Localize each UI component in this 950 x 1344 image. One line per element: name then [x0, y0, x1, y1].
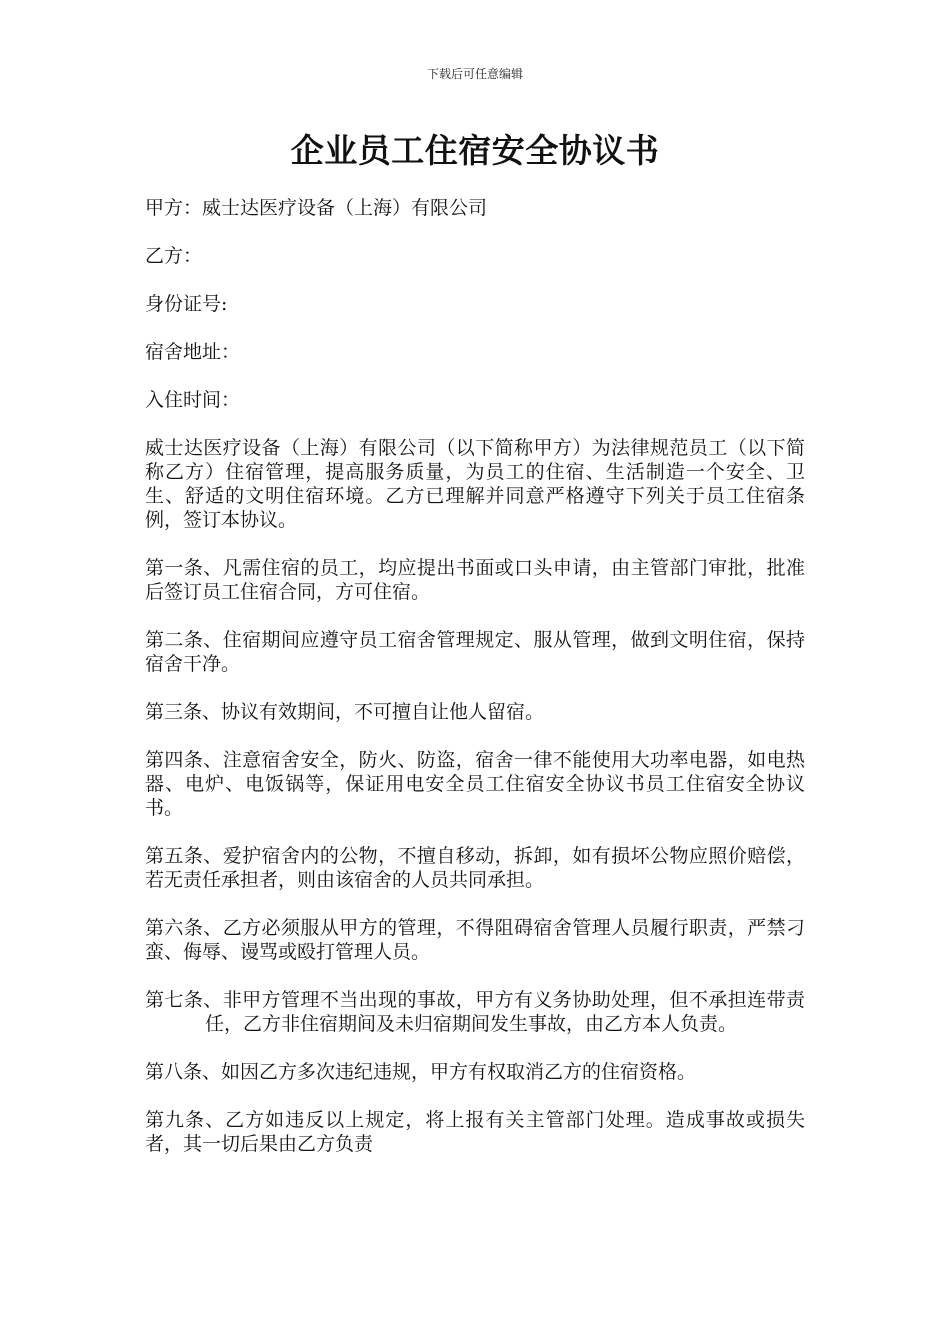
party-a-field: 甲方：威士达医疗设备（上海）有限公司	[145, 197, 488, 219]
checkin-time-field: 入住时间：	[145, 389, 241, 411]
header-note: 下载后可任意编辑	[426, 67, 523, 81]
intro-paragraph: 威士达医疗设备（上海）有限公司（以下简称甲方）为法律规范员工（以下简称乙方）住宿管理，提高服务质量，为员工的住宿、生活制造一个安全、卫生、舒适的文明住宿环境。乙方已理解并同意严格遵守下列关于员工住宿条例，签订本协议。	[145, 437, 805, 531]
article-5: 第五条、爱护宿舍内的公物，不擅自移动，拆卸，如有损坏公物应照价赔偿，若无责任承担者，则由该宿舍的人员共同承担。	[145, 845, 805, 891]
article-8: 第八条、如因乙方多次违纪违规，甲方有权取消乙方的住宿资格。	[145, 1061, 697, 1083]
id-number-field: 身份证号:	[145, 293, 228, 315]
article-3: 第三条、协议有效期间，不可擅自让他人留宿。	[145, 701, 545, 723]
article-6: 第六条、乙方必须服从甲方的管理，不得阻碍宿舍管理人员履行职责，严禁刁蛮、侮辱、谩骂或殴打管理人员。	[145, 917, 805, 963]
article-4: 第四条、注意宿舍安全，防火、防盗，宿舍一律不能使用大功率电器，如电热器、电炉、电饭锅等，保证用电安全员工住宿安全协议书员工住宿安全协议书。	[145, 749, 805, 819]
article-7: 第七条、非甲方管理不当出现的事故，甲方有义务协助处理，但不承担连带责任，乙方非住宿期间及未归宿期间发生事故，由乙方本人负责。	[145, 989, 805, 1035]
article-9: 第九条、乙方如违反以上规定，将上报有关主管部门处理。造成事故或损失者，其一切后果由乙方负责	[145, 1109, 805, 1155]
article-2: 第二条、住宿期间应遵守员工宿舍管理规定、服从管理，做到文明住宿，保持宿舍干净。	[145, 629, 805, 675]
article-1: 第一条、凡需住宿的员工，均应提出书面或口头申请，由主管部门审批，批准后签订员工住宿合同，方可住宿。	[145, 557, 805, 603]
dorm-address-field: 宿舍地址：	[145, 341, 241, 363]
document-body	[145, 196, 805, 1180]
party-b-field: 乙方：	[145, 245, 203, 267]
document-title: 企业员工住宿安全协议书	[290, 131, 660, 170]
